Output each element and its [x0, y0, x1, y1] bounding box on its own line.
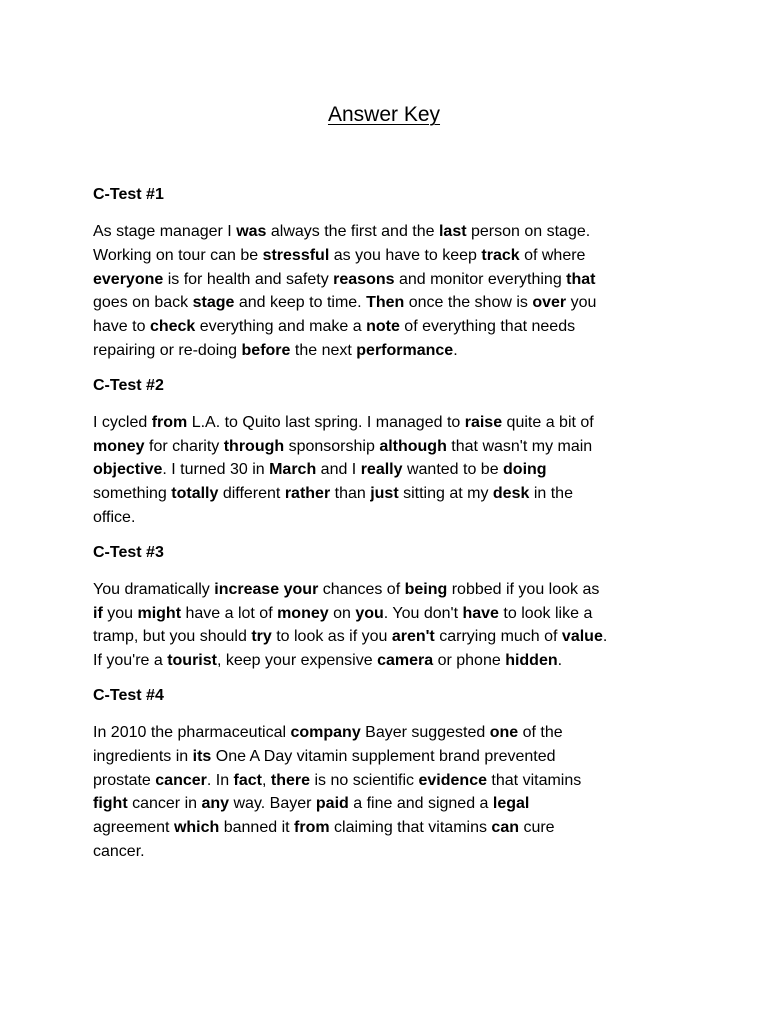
text-run: One A Day vitamin supplement brand prevented: [211, 747, 556, 765]
answer-word: over: [532, 294, 567, 312]
text-run: sitting at my: [398, 485, 493, 503]
answer-word: camera: [377, 652, 434, 670]
text-run: in the: [529, 485, 573, 503]
answer-word: from: [151, 413, 188, 431]
answer-word: money: [93, 437, 145, 455]
text-run: . In: [206, 771, 234, 789]
answer-word: you: [355, 604, 384, 622]
answer-word: one: [489, 723, 519, 741]
text-run: I cycled: [93, 413, 152, 431]
text-run: of everything that needs: [399, 318, 576, 336]
answer-word: money: [277, 604, 329, 622]
text-run: chances of: [318, 580, 405, 598]
answer-word: Then: [366, 294, 405, 312]
text-run: cure: [519, 819, 555, 837]
text-run: If you're a: [93, 652, 168, 670]
answer-word: was: [236, 223, 267, 240]
answer-word: that: [566, 270, 596, 288]
answer-word: any: [201, 795, 230, 813]
text-run: wanted to be: [402, 461, 504, 479]
text-run: banned it: [219, 819, 295, 837]
text-run: is for health and safety: [163, 270, 334, 288]
text-run: on: [328, 604, 356, 622]
text-line: [93, 578, 683, 602]
text-run: person on stage.: [466, 223, 591, 240]
page-title-text: Answer Key: [327, 103, 441, 126]
text-run: way. Bayer: [229, 795, 316, 813]
text-run: have a lot of: [181, 604, 278, 622]
text-run: and monitor everything: [394, 270, 567, 288]
section-paragraph: [93, 721, 683, 864]
answer-word: hidden: [505, 652, 558, 670]
text-run: sponsorship: [284, 437, 380, 455]
text-line: [93, 745, 683, 769]
text-run: or phone: [433, 652, 506, 670]
answer-word: everyone: [93, 270, 164, 288]
text-run: something: [93, 485, 172, 503]
answer-word: have: [462, 604, 499, 622]
answer-key-body: [93, 184, 683, 864]
answer-word: from: [294, 819, 330, 837]
text-line: [93, 411, 683, 435]
text-run: for charity: [144, 437, 224, 455]
answer-word: being: [404, 580, 448, 598]
text-run: L.A. to Quito last spring. I managed to: [187, 413, 465, 431]
answer-word: there: [270, 771, 311, 789]
answer-word: track: [481, 246, 520, 264]
answer-word: raise: [464, 413, 503, 431]
section-paragraph: [93, 578, 683, 673]
text-run: agreement: [93, 819, 174, 837]
text-line: [93, 435, 683, 459]
text-run: you: [102, 604, 138, 622]
text-line: [93, 769, 683, 793]
section-heading: C-Test #4: [93, 686, 164, 704]
text-run: tramp, but you should: [93, 628, 252, 646]
answer-word: through: [223, 437, 285, 455]
answer-word: stage: [192, 294, 235, 312]
answer-word: before: [241, 341, 291, 359]
text-run: , keep your expensive: [216, 652, 378, 670]
text-run: always the first and the: [266, 223, 439, 240]
text-line: [93, 840, 683, 864]
section-heading: C-Test #1: [93, 186, 164, 203]
text-run: .: [453, 341, 458, 359]
text-run: a fine and signed a: [348, 795, 493, 813]
answer-word: rather: [284, 485, 331, 503]
text-run: different: [218, 485, 285, 503]
text-line: [93, 602, 683, 626]
text-run: cancer.: [93, 842, 145, 860]
answer-word: note: [366, 318, 400, 336]
text-run: you: [566, 294, 597, 312]
answer-word: desk: [492, 485, 530, 503]
text-line: [93, 792, 683, 816]
text-run: to look like a: [498, 604, 593, 622]
text-run: and I: [316, 461, 361, 479]
text-run: of the: [518, 723, 563, 741]
answer-word: March: [269, 461, 317, 479]
answer-word: doing: [503, 461, 547, 479]
answer-word: totally: [171, 485, 219, 503]
section-paragraph: [93, 220, 683, 363]
section-heading: C-Test #3: [93, 543, 164, 561]
page-title: [0, 101, 768, 129]
text-run: cancer in: [127, 795, 202, 813]
answer-word: fact: [233, 771, 262, 789]
answer-word: increase your: [214, 580, 319, 598]
text-run: the next: [290, 341, 357, 359]
text-run: to look as if you: [271, 628, 392, 646]
text-run: ingredients in: [93, 747, 193, 765]
text-run: . You don't: [383, 604, 463, 622]
text-run: Bayer suggested: [360, 723, 490, 741]
text-run: that vitamins: [486, 771, 582, 789]
text-line: [93, 291, 683, 315]
text-run: everything and make a: [195, 318, 367, 336]
answer-word: legal: [492, 795, 530, 813]
text-run: Working on tour can be: [93, 246, 263, 264]
answer-word: just: [370, 485, 399, 503]
text-run: once the show is: [404, 294, 533, 312]
text-line: [93, 339, 683, 363]
text-run: is no scientific: [310, 771, 419, 789]
text-run: ,: [262, 771, 271, 789]
text-run: than: [330, 485, 371, 503]
text-run: You dramatically: [93, 580, 215, 598]
answer-word: can: [491, 819, 519, 837]
answer-word: although: [379, 437, 447, 455]
text-run: In 2010 the pharmaceutical: [93, 723, 291, 741]
text-run: have to: [93, 318, 150, 336]
text-line: [93, 268, 683, 292]
text-line: [93, 816, 683, 840]
answer-word: really: [360, 461, 403, 479]
text-run: . I turned 30 in: [162, 461, 270, 479]
answer-word: stressful: [262, 246, 330, 264]
section-heading: C-Test #2: [93, 376, 164, 394]
answer-word: might: [137, 604, 182, 622]
text-line: [93, 315, 683, 339]
text-line: [93, 721, 683, 745]
section-paragraph: [93, 411, 683, 530]
text-line: [93, 482, 683, 506]
answer-word: fight: [93, 795, 128, 813]
text-run: office.: [93, 508, 136, 526]
text-run: and keep to time.: [234, 294, 367, 312]
text-run: as you have to keep: [329, 246, 482, 264]
text-run: .: [557, 652, 563, 670]
text-run: prostate: [93, 771, 156, 789]
text-run: goes on back: [93, 294, 193, 312]
answer-word: if: [93, 604, 103, 622]
answer-word: objective: [93, 461, 163, 479]
text-run: carrying much of: [434, 628, 562, 646]
answer-word: paid: [315, 795, 349, 813]
answer-word: aren't: [391, 628, 435, 646]
answer-word: performance: [356, 341, 454, 359]
text-line: [93, 506, 683, 530]
text-run: repairing or re-doing: [93, 341, 242, 359]
answer-word: its: [192, 747, 212, 765]
text-run: of where: [519, 246, 586, 264]
text-line: [93, 458, 683, 482]
text-run: robbed if you look as: [447, 580, 600, 598]
text-line: [93, 244, 683, 268]
answer-word: evidence: [418, 771, 487, 789]
text-run: quite a bit of: [502, 413, 594, 431]
text-run: claiming that vitamins: [329, 819, 492, 837]
answer-word: check: [149, 318, 196, 336]
answer-word: try: [251, 628, 272, 646]
text-run: that wasn't my main: [446, 437, 593, 455]
answer-word: last: [438, 223, 467, 240]
text-line: [93, 220, 683, 244]
text-run: .: [602, 628, 608, 646]
answer-word: company: [290, 723, 361, 741]
text-line: [93, 649, 683, 673]
text-line: [93, 625, 683, 649]
answer-word: which: [173, 819, 220, 837]
text-run: As stage manager I: [93, 223, 237, 240]
answer-word: value: [561, 628, 603, 646]
answer-word: cancer: [155, 771, 207, 789]
answer-word: tourist: [167, 652, 217, 670]
answer-word: reasons: [333, 270, 395, 288]
